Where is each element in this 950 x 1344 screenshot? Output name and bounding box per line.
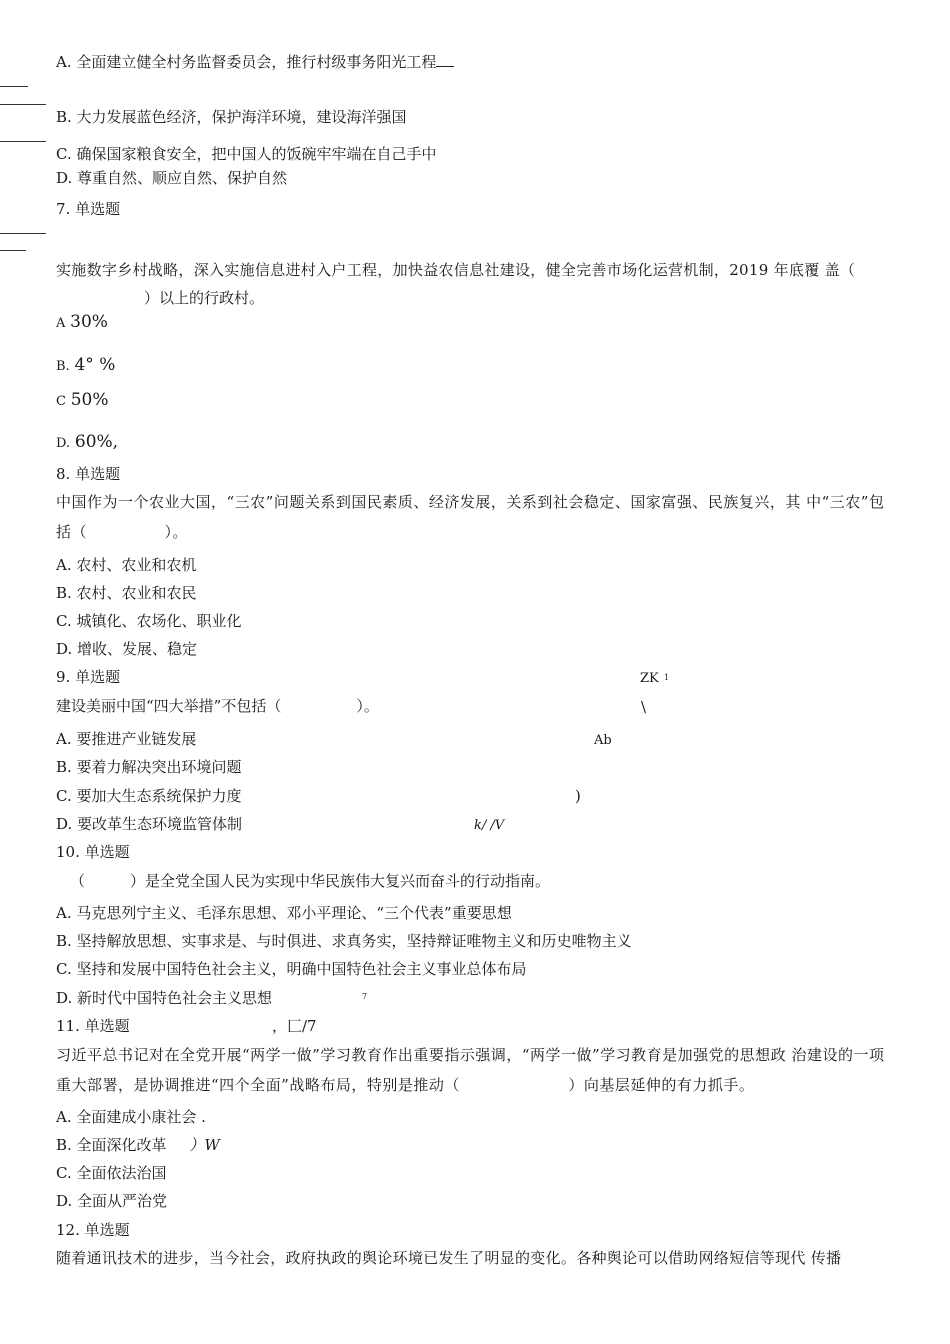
q9-stem: 建设美丽中国“四大举措”不包括（ ）。 xyxy=(56,697,379,715)
q11-stem: 习近平总书记对在全党开展“两学一做”学习教育作出重要指示强调，“两学一做”学习教育是加强党的思想政 治建设的一项重大部署，是协调推进“四个全面”战略布局，特别是推动（ ）向基层延伸的有力抓手。 xyxy=(56,1046,885,1094)
q11-option-b xyxy=(56,1135,220,1155)
q8-option-b: B. 农村、农业和农民 xyxy=(56,584,197,602)
artifact-kv: k/ /V xyxy=(474,818,505,833)
artifact-zk: ZK xyxy=(640,671,659,686)
q6-option-a xyxy=(56,52,454,72)
q10-option-d: D. 新时代中国特色社会主义思想 xyxy=(56,989,273,1007)
q7-option-a-value: 30% xyxy=(70,312,108,332)
q7-option-c-value: 50% xyxy=(70,390,109,410)
q8-option-c: C. 城镇化、农场化、职业化 xyxy=(56,612,242,630)
q7-option-b-value: 4° % xyxy=(74,355,116,375)
q7-stem-line2: ）以上的行政村。 xyxy=(144,289,265,307)
q7-stem-line1: 实施数字乡村战略，深入实施信息进村入户工程，加快益农信息社建设，健全完善市场化运营机制，2019 年底覆 盖（ xyxy=(56,261,856,279)
q11-option-a: A. 全面建成小康社会 . xyxy=(56,1108,206,1126)
q7-option-a-letter: A xyxy=(56,316,66,331)
q12-stem-line1: 随着通讯技术的进步，当今社会，政府执政的舆论环境已发生了明显的变化。各种舆论可以借助网络短信等现代 传播 xyxy=(56,1249,842,1267)
artifact-q11-b-side: ）W xyxy=(189,1136,220,1154)
q7-option-c-letter: C xyxy=(56,394,66,409)
margin-rule xyxy=(0,141,46,142)
q7-option-b xyxy=(56,355,115,377)
q7-option-d xyxy=(56,432,118,454)
q11-option-b-text: B. 全面深化改革 xyxy=(56,1136,167,1154)
q6-option-b: B. 大力发展蓝色经济，保护海洋环境，建设海洋强国 xyxy=(56,108,407,126)
answer-underline xyxy=(436,52,454,67)
q8-option-d: D. 增收、发展、稳定 xyxy=(56,640,198,658)
q6-option-d: D. 尊重自然、顺应自然、保护自然 xyxy=(56,169,288,187)
q7-option-d-letter: D. xyxy=(56,436,71,451)
artifact-q11-side: ，匚/7 xyxy=(272,1017,317,1035)
artifact-paren: ) xyxy=(575,787,581,805)
q9-option-d: D. 要改革生态环境监管体制 xyxy=(56,815,243,833)
artifact-sup1: 1 xyxy=(664,673,670,682)
q10-option-c: C. 坚持和发展中国特色社会主义，明确中国特色社会主义事业总体布局 xyxy=(56,960,527,978)
q11-header: 11. 单选题 xyxy=(56,1017,130,1035)
q12-header: 12. 单选题 xyxy=(56,1221,130,1239)
q8-option-a: A. 农村、农业和农机 xyxy=(56,556,197,574)
q11-option-d: D. 全面从严治党 xyxy=(56,1192,168,1210)
artifact-ab: Ab xyxy=(594,733,612,748)
q10-stem: （ ）是全党全国人民为实现中华民族伟大复兴而奋斗的行动指南。 xyxy=(70,872,551,890)
q10-option-a: A. 马克思列宁主义、毛泽东思想、邓小平理论、“三个代表”重要思想 xyxy=(56,904,512,922)
margin-rule xyxy=(0,86,28,87)
q9-option-c: C. 要加大生态系统保护力度 xyxy=(56,787,242,805)
q6-option-c: C. 确保国家粮食安全，把中国人的饭碗牢牢端在自己手中 xyxy=(56,145,437,163)
q6-option-a-text: A. 全面建立健全村务监督委员会，推行村级事务阳光工程 xyxy=(56,53,437,71)
q9-header: 9. 单选题 xyxy=(56,668,121,686)
q7-option-a xyxy=(56,312,108,334)
q10-header: 10. 单选题 xyxy=(56,843,130,861)
q8-stem: 中国作为一个农业大国，“三农”问题关系到国民素质、经济发展，关系到社会稳定、国家富强、民族复兴，其 中“三农”包括（ ）。 xyxy=(56,493,885,541)
margin-rule xyxy=(0,104,46,105)
q7-option-d-value: 60%, xyxy=(74,432,119,452)
q7-option-c xyxy=(56,390,109,412)
q10-option-b: B. 坚持解放思想、实事求是、与时俱进、求真务实，坚持辩证唯物主义和历史唯物主义 xyxy=(56,932,632,950)
margin-rule xyxy=(0,250,26,251)
q8-header: 8. 单选题 xyxy=(56,465,121,483)
q9-option-b: B. 要着力解决突出环境问题 xyxy=(56,758,242,776)
q7-option-b-letter: B. xyxy=(56,359,70,374)
margin-rule xyxy=(0,233,46,234)
artifact-sup7: 7 xyxy=(362,992,368,1001)
q9-option-a: A. 要推进产业链发展 xyxy=(56,730,197,748)
q11-option-c: C. 全面依法治国 xyxy=(56,1164,167,1182)
q7-header: 7. 单选题 xyxy=(56,200,121,218)
artifact-backslash: \ xyxy=(641,698,647,716)
